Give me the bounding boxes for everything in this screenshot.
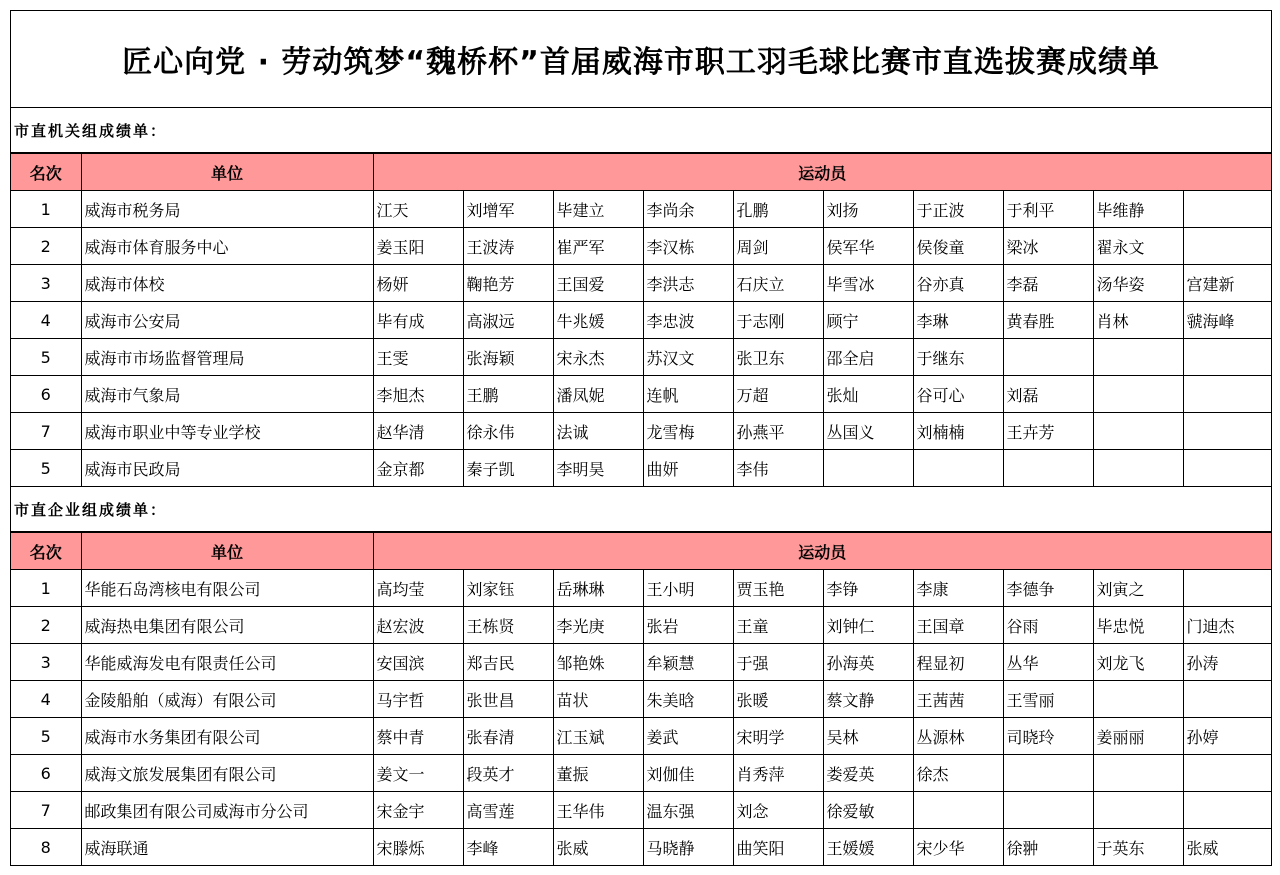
athlete-cell: 金京都 (373, 450, 463, 487)
rank-cell: 6 (11, 376, 81, 413)
rank-cell: 7 (11, 792, 81, 829)
athlete-cell: 朱美晗 (643, 681, 733, 718)
athlete-cell: 张春清 (463, 718, 553, 755)
athlete-cell: 刘寅之 (1093, 570, 1183, 607)
athlete-cell: 张威 (1183, 829, 1271, 866)
athlete-cell: 李磊 (1003, 265, 1093, 302)
athlete-cell: 王国爱 (553, 265, 643, 302)
athlete-cell: 虢海峰 (1183, 302, 1271, 339)
athlete-cell: 龙雪梅 (643, 413, 733, 450)
rank-cell: 3 (11, 644, 81, 681)
athlete-cell: 刘钟仁 (823, 607, 913, 644)
unit-cell: 威海热电集团有限公司 (81, 607, 373, 644)
athlete-cell: 姜文一 (373, 755, 463, 792)
header-rank: 名次 (11, 154, 81, 191)
athlete-cell (1093, 681, 1183, 718)
table-row (11, 265, 1271, 302)
athlete-cell: 王雪丽 (1003, 681, 1093, 718)
unit-cell: 华能威海发电有限责任公司 (81, 644, 373, 681)
athlete-cell: 翟永文 (1093, 228, 1183, 265)
athlete-cell: 李洪志 (643, 265, 733, 302)
table-row (11, 191, 1271, 228)
unit-cell: 威海市税务局 (81, 191, 373, 228)
athlete-cell: 李德争 (1003, 570, 1093, 607)
athlete-cell: 姜玉阳 (373, 228, 463, 265)
athlete-cell: 鞠艳芳 (463, 265, 553, 302)
athlete-cell: 王小明 (643, 570, 733, 607)
athlete-cell: 牟颖慧 (643, 644, 733, 681)
header-rank: 名次 (11, 533, 81, 570)
athlete-cell: 曲笑阳 (733, 829, 823, 866)
athlete-cell: 牛兆媛 (553, 302, 643, 339)
table-row (11, 644, 1271, 681)
athlete-cell: 侯军华 (823, 228, 913, 265)
athlete-cell: 李峰 (463, 829, 553, 866)
unit-cell: 邮政集团有限公司威海市分公司 (81, 792, 373, 829)
unit-cell: 威海市体育服务中心 (81, 228, 373, 265)
section-heading: 市直机关组成绩单： (11, 108, 1271, 153)
rank-cell: 5 (11, 718, 81, 755)
athlete-cell: 侯俊童 (913, 228, 1003, 265)
results-table (11, 153, 1271, 487)
athlete-cell (1003, 755, 1093, 792)
athlete-cell: 王栋贤 (463, 607, 553, 644)
athlete-cell: 岳琳琳 (553, 570, 643, 607)
athlete-cell: 赵宏波 (373, 607, 463, 644)
unit-cell: 威海市民政局 (81, 450, 373, 487)
table-row (11, 681, 1271, 718)
athlete-cell: 高均莹 (373, 570, 463, 607)
athlete-cell: 江玉斌 (553, 718, 643, 755)
section-heading: 市直企业组成绩单： (11, 487, 1271, 532)
header-athletes: 运动员 (373, 533, 1271, 570)
athlete-cell (1093, 450, 1183, 487)
athlete-cell: 谷可心 (913, 376, 1003, 413)
unit-cell: 华能石岛湾核电有限公司 (81, 570, 373, 607)
table-row (11, 376, 1271, 413)
athlete-cell: 汤华姿 (1093, 265, 1183, 302)
unit-cell: 威海市气象局 (81, 376, 373, 413)
athlete-cell: 张威 (553, 829, 643, 866)
athlete-cell: 宋金宇 (373, 792, 463, 829)
athlete-cell: 江天 (373, 191, 463, 228)
athlete-cell: 李伟 (733, 450, 823, 487)
athlete-cell: 程显初 (913, 644, 1003, 681)
athlete-cell: 毕有成 (373, 302, 463, 339)
athlete-cell (1183, 450, 1271, 487)
results-sheet (10, 10, 1272, 866)
rank-cell: 7 (11, 413, 81, 450)
table-row (11, 755, 1271, 792)
rank-cell: 4 (11, 681, 81, 718)
athlete-cell (1093, 413, 1183, 450)
athlete-cell (1003, 339, 1093, 376)
athlete-cell: 孙婷 (1183, 718, 1271, 755)
athlete-cell (1003, 450, 1093, 487)
athlete-cell: 王波涛 (463, 228, 553, 265)
athlete-cell: 肖林 (1093, 302, 1183, 339)
athlete-cell: 谷亦真 (913, 265, 1003, 302)
athlete-cell: 肖秀萍 (733, 755, 823, 792)
athlete-cell: 张世昌 (463, 681, 553, 718)
athlete-cell (913, 792, 1003, 829)
athlete-cell (1093, 792, 1183, 829)
table-header-row (11, 533, 1271, 570)
athlete-cell: 马宇哲 (373, 681, 463, 718)
athlete-cell: 李尚余 (643, 191, 733, 228)
athlete-cell: 周剑 (733, 228, 823, 265)
sections-container (11, 108, 1271, 866)
athlete-cell: 李琳 (913, 302, 1003, 339)
athlete-cell: 马晓静 (643, 829, 733, 866)
athlete-cell: 潘凤妮 (553, 376, 643, 413)
athlete-cell: 王鹏 (463, 376, 553, 413)
athlete-cell (823, 450, 913, 487)
header-unit: 单位 (81, 533, 373, 570)
table-row (11, 829, 1271, 866)
athlete-cell: 王国章 (913, 607, 1003, 644)
athlete-cell: 邵全启 (823, 339, 913, 376)
athlete-cell: 宋明学 (733, 718, 823, 755)
athlete-cell (1183, 191, 1271, 228)
athlete-cell: 王媛媛 (823, 829, 913, 866)
athlete-cell (1183, 228, 1271, 265)
athlete-cell: 苏汉文 (643, 339, 733, 376)
athlete-cell: 孙涛 (1183, 644, 1271, 681)
athlete-cell: 法诚 (553, 413, 643, 450)
athlete-cell: 顾宁 (823, 302, 913, 339)
athlete-cell: 张灿 (823, 376, 913, 413)
table-row (11, 339, 1271, 376)
athlete-cell: 丛国义 (823, 413, 913, 450)
athlete-cell: 徐爱敏 (823, 792, 913, 829)
unit-cell: 威海市体校 (81, 265, 373, 302)
unit-cell: 金陵船舶（威海）有限公司 (81, 681, 373, 718)
athlete-cell: 宋少华 (913, 829, 1003, 866)
athlete-cell (1183, 570, 1271, 607)
athlete-cell (1183, 413, 1271, 450)
athlete-cell: 段英才 (463, 755, 553, 792)
athlete-cell (1093, 339, 1183, 376)
athlete-cell: 李汉栋 (643, 228, 733, 265)
athlete-cell: 高淑远 (463, 302, 553, 339)
athlete-cell: 王华伟 (553, 792, 643, 829)
athlete-cell: 司晓玲 (1003, 718, 1093, 755)
athlete-cell: 姜武 (643, 718, 733, 755)
athlete-cell: 徐永伟 (463, 413, 553, 450)
athlete-cell: 于志刚 (733, 302, 823, 339)
table-row (11, 792, 1271, 829)
athlete-cell: 刘增军 (463, 191, 553, 228)
athlete-cell (1003, 792, 1093, 829)
athlete-cell: 秦子凯 (463, 450, 553, 487)
rank-cell: 5 (11, 339, 81, 376)
athlete-cell: 于英东 (1093, 829, 1183, 866)
athlete-cell: 李明昊 (553, 450, 643, 487)
header-athletes: 运动员 (373, 154, 1271, 191)
athlete-cell: 连帆 (643, 376, 733, 413)
athlete-cell: 孔鹏 (733, 191, 823, 228)
table-row (11, 413, 1271, 450)
athlete-cell: 温东强 (643, 792, 733, 829)
athlete-cell: 丛华 (1003, 644, 1093, 681)
athlete-cell: 高雪莲 (463, 792, 553, 829)
rank-cell: 1 (11, 191, 81, 228)
athlete-cell: 杨妍 (373, 265, 463, 302)
table-row (11, 607, 1271, 644)
athlete-cell: 赵华清 (373, 413, 463, 450)
unit-cell: 威海市市场监督管理局 (81, 339, 373, 376)
athlete-cell: 宋永杰 (553, 339, 643, 376)
athlete-cell: 吴林 (823, 718, 913, 755)
athlete-cell (1093, 755, 1183, 792)
athlete-cell: 刘磊 (1003, 376, 1093, 413)
athlete-cell: 蔡中青 (373, 718, 463, 755)
unit-cell: 威海市职业中等专业学校 (81, 413, 373, 450)
athlete-cell: 李忠波 (643, 302, 733, 339)
rank-cell: 1 (11, 570, 81, 607)
athlete-cell: 张卫东 (733, 339, 823, 376)
athlete-cell: 安国滨 (373, 644, 463, 681)
athlete-cell: 刘念 (733, 792, 823, 829)
athlete-cell: 万超 (733, 376, 823, 413)
athlete-cell: 毕忠悦 (1093, 607, 1183, 644)
athlete-cell: 李铮 (823, 570, 913, 607)
rank-cell: 2 (11, 607, 81, 644)
rank-cell: 6 (11, 755, 81, 792)
athlete-cell (1183, 376, 1271, 413)
table-row (11, 450, 1271, 487)
athlete-cell: 李光庚 (553, 607, 643, 644)
athlete-cell (913, 450, 1003, 487)
athlete-cell: 李康 (913, 570, 1003, 607)
athlete-cell (1183, 792, 1271, 829)
athlete-cell: 门迪杰 (1183, 607, 1271, 644)
athlete-cell: 毕建立 (553, 191, 643, 228)
athlete-cell: 刘扬 (823, 191, 913, 228)
athlete-cell (1183, 755, 1271, 792)
athlete-cell: 张海颖 (463, 339, 553, 376)
athlete-cell: 刘楠楠 (913, 413, 1003, 450)
athlete-cell: 孙海英 (823, 644, 913, 681)
athlete-cell: 宋滕烁 (373, 829, 463, 866)
athlete-cell: 邹艳姝 (553, 644, 643, 681)
unit-cell: 威海文旅发展集团有限公司 (81, 755, 373, 792)
athlete-cell: 宫建新 (1183, 265, 1271, 302)
unit-cell: 威海市水务集团有限公司 (81, 718, 373, 755)
rank-cell: 8 (11, 829, 81, 866)
unit-cell: 威海市公安局 (81, 302, 373, 339)
rank-cell: 4 (11, 302, 81, 339)
athlete-cell: 郑吉民 (463, 644, 553, 681)
athlete-cell: 孙燕平 (733, 413, 823, 450)
athlete-cell: 徐杰 (913, 755, 1003, 792)
athlete-cell: 张岩 (643, 607, 733, 644)
athlete-cell: 于正波 (913, 191, 1003, 228)
athlete-cell: 石庆立 (733, 265, 823, 302)
athlete-cell: 王雯 (373, 339, 463, 376)
header-unit: 单位 (81, 154, 373, 191)
athlete-cell: 李旭杰 (373, 376, 463, 413)
athlete-cell: 蔡文静 (823, 681, 913, 718)
athlete-cell: 娄爱英 (823, 755, 913, 792)
rank-cell: 2 (11, 228, 81, 265)
athlete-cell: 谷雨 (1003, 607, 1093, 644)
athlete-cell: 董振 (553, 755, 643, 792)
table-row (11, 228, 1271, 265)
table-row (11, 570, 1271, 607)
athlete-cell: 刘伽佳 (643, 755, 733, 792)
athlete-cell (1093, 376, 1183, 413)
athlete-cell: 姜丽丽 (1093, 718, 1183, 755)
athlete-cell (1183, 681, 1271, 718)
athlete-cell: 苗状 (553, 681, 643, 718)
page-title: 匠心向党 · 劳动筑梦“魏桥杯”首届威海市职工羽毛球比赛市直选拔赛成绩单 (11, 10, 1271, 108)
athlete-cell: 黄春胜 (1003, 302, 1093, 339)
unit-cell: 威海联通 (81, 829, 373, 866)
athlete-cell: 崔严军 (553, 228, 643, 265)
athlete-cell (1183, 339, 1271, 376)
athlete-cell: 梁冰 (1003, 228, 1093, 265)
athlete-cell: 王童 (733, 607, 823, 644)
athlete-cell: 于继东 (913, 339, 1003, 376)
athlete-cell: 张暖 (733, 681, 823, 718)
results-table (11, 532, 1271, 866)
athlete-cell: 刘龙飞 (1093, 644, 1183, 681)
athlete-cell: 于利平 (1003, 191, 1093, 228)
table-row (11, 302, 1271, 339)
athlete-cell: 王茜茜 (913, 681, 1003, 718)
athlete-cell: 徐翀 (1003, 829, 1093, 866)
athlete-cell: 贾玉艳 (733, 570, 823, 607)
rank-cell: 3 (11, 265, 81, 302)
athlete-cell: 毕维静 (1093, 191, 1183, 228)
table-header-row (11, 154, 1271, 191)
athlete-cell: 于强 (733, 644, 823, 681)
rank-cell: 5 (11, 450, 81, 487)
athlete-cell: 刘家钰 (463, 570, 553, 607)
athlete-cell: 曲妍 (643, 450, 733, 487)
athlete-cell: 毕雪冰 (823, 265, 913, 302)
athlete-cell: 丛源林 (913, 718, 1003, 755)
athlete-cell: 王卉芳 (1003, 413, 1093, 450)
table-row (11, 718, 1271, 755)
